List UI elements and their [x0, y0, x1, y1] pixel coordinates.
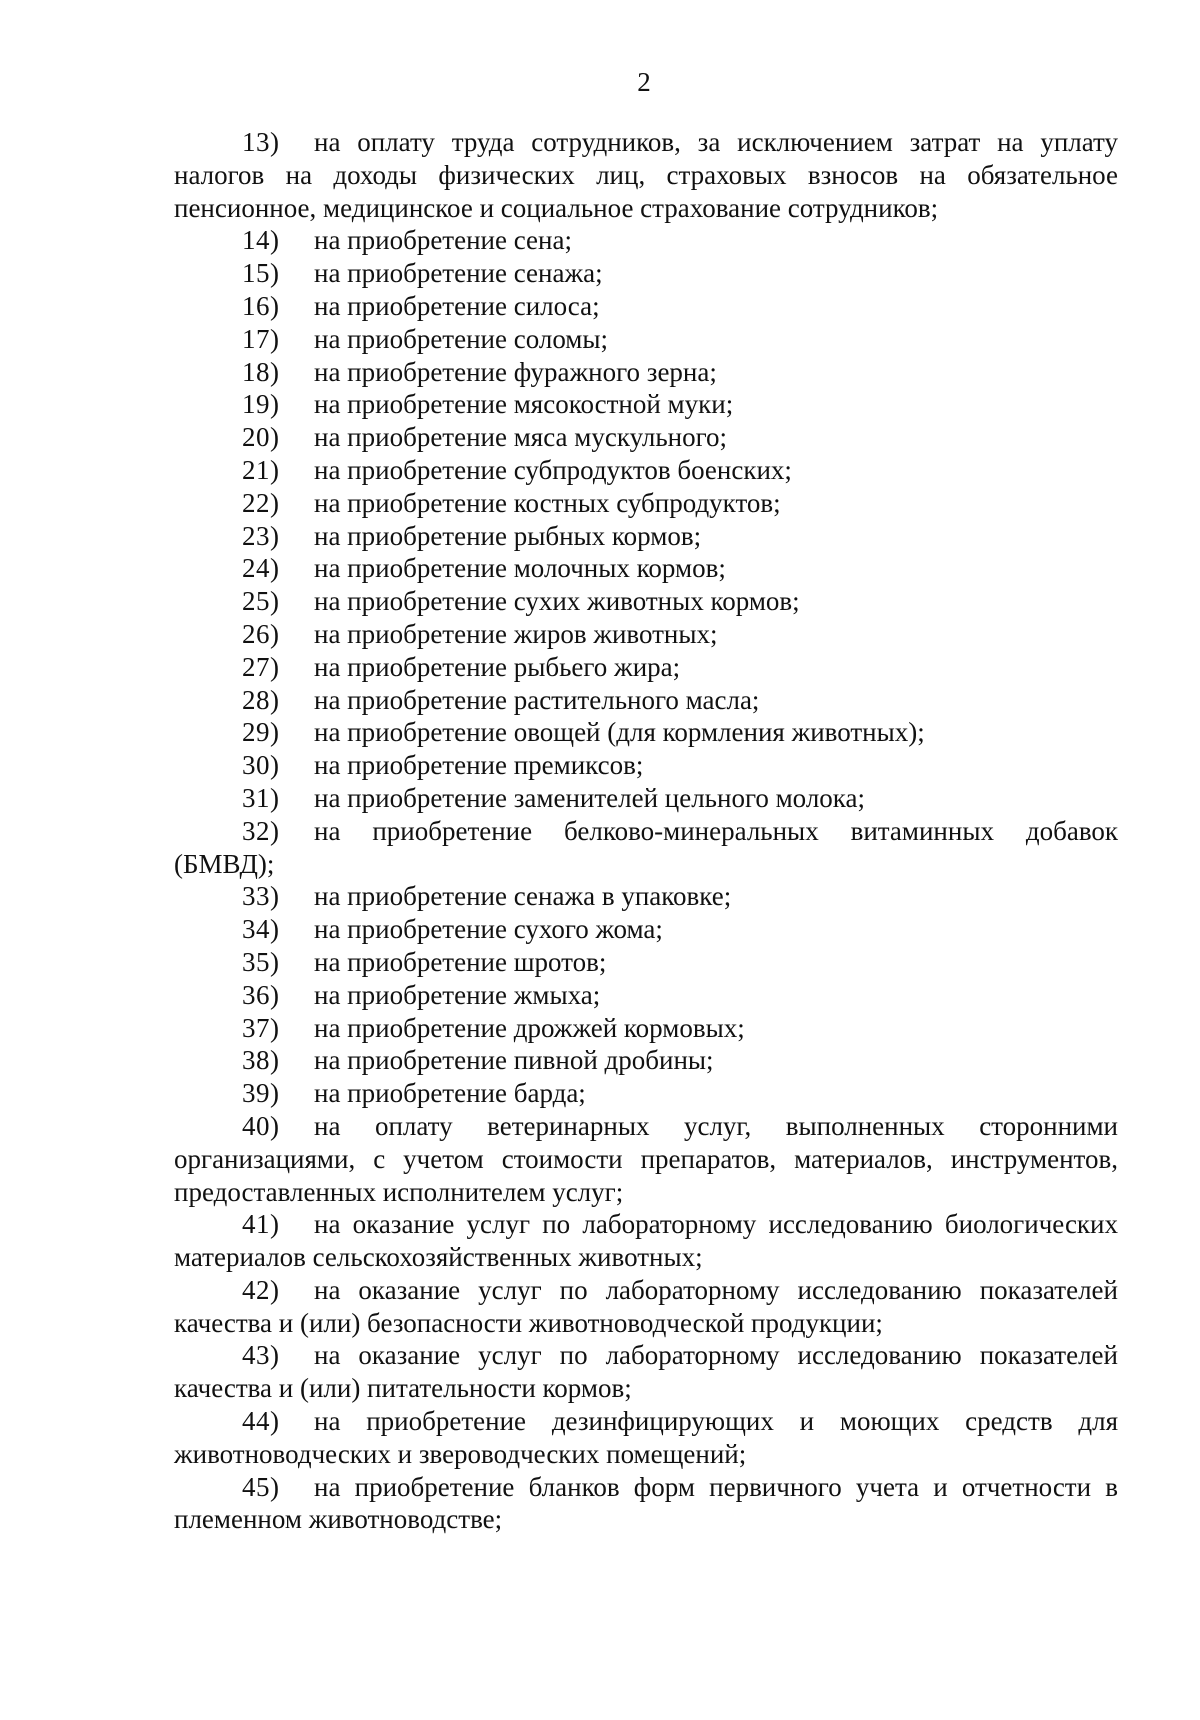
item-number: 25)	[242, 586, 280, 617]
item-text: на приобретение дрожжей кормовых;	[314, 1012, 745, 1043]
item-number: 26)	[242, 618, 280, 649]
item-number: 34)	[242, 914, 280, 945]
item-text: на оплату ветеринарных услуг, выполненных сторонними организациями, с учетом стоимости препаратов, материалов, инструментов, предоставленных исполнителем услуг;	[174, 1110, 1118, 1207]
list-item	[174, 323, 1118, 356]
item-number: 28)	[242, 684, 280, 715]
item-text: на приобретение шротов;	[314, 946, 607, 977]
item-number: 39)	[242, 1078, 280, 1109]
list-item	[174, 454, 1118, 487]
item-text: на приобретение костных субпродуктов;	[314, 487, 781, 518]
item-text: на оплату труда сотрудников, за исключением затрат на уплату налогов на доходы физических лиц, страховых взносов на обязательное пенсионное, медицинское и социальное страхование сотрудников;	[174, 127, 1118, 223]
item-text: на приобретение сена;	[314, 225, 572, 256]
list-item	[174, 618, 1118, 651]
list-item	[174, 290, 1118, 323]
item-number: 17)	[242, 323, 280, 354]
item-text: на приобретение сухих животных кормов;	[314, 586, 800, 617]
item-number: 29)	[242, 717, 280, 748]
item-text: на приобретение фуражного зерна;	[314, 356, 717, 387]
list-item	[174, 1208, 1118, 1274]
list-item	[174, 946, 1118, 979]
list-item	[174, 1012, 1118, 1045]
item-text: на приобретение сенажа;	[314, 258, 603, 289]
page-number: 2	[637, 67, 651, 97]
list-item	[174, 651, 1118, 684]
item-text: на приобретение заменителей цельного молока;	[314, 782, 865, 813]
item-number: 43)	[242, 1340, 280, 1371]
item-text: на приобретение дезинфицирующих и моющих средств для животноводческих и звероводческих помещений;	[174, 1406, 1118, 1469]
item-number: 45)	[242, 1471, 280, 1502]
item-number: 42)	[242, 1274, 280, 1305]
list-item	[174, 552, 1118, 585]
item-text: на приобретение барда;	[314, 1078, 586, 1109]
item-number: 16)	[242, 290, 280, 321]
item-number: 13)	[242, 127, 280, 157]
list-item	[174, 782, 1118, 815]
item-number: 20)	[242, 422, 280, 453]
list-item	[174, 356, 1118, 389]
item-number: 24)	[242, 553, 280, 584]
item-text: на приобретение растительного масла;	[314, 684, 760, 715]
item-number: 40)	[242, 1110, 280, 1141]
list-item	[174, 913, 1118, 946]
list-item	[174, 388, 1118, 421]
item-text: на приобретение жмыха;	[314, 979, 601, 1010]
item-number: 18)	[242, 356, 280, 387]
item-number: 14)	[242, 225, 280, 256]
item-text: на приобретение силоса;	[314, 290, 600, 321]
item-number: 21)	[242, 454, 280, 485]
item-text: на оказание услуг по лабораторному исследованию показателей качества и (или) питательности кормов;	[174, 1340, 1118, 1404]
item-text: на приобретение рыбьего жира;	[314, 651, 681, 682]
list-item	[174, 880, 1118, 913]
list-item	[174, 224, 1118, 257]
item-text: на приобретение субпродуктов боенских;	[314, 454, 792, 485]
list-item	[174, 520, 1118, 553]
item-text: на приобретение белково-минеральных витаминных добавок (БМВД);	[174, 815, 1118, 879]
item-text: на приобретение сенажа в упаковке;	[314, 881, 732, 912]
item-text: на приобретение молочных кормов;	[314, 553, 726, 584]
item-text: на оказание услуг по лабораторному исследованию биологических материалов сельскохозяйственных животных;	[174, 1209, 1118, 1273]
item-number: 35)	[242, 946, 280, 977]
item-number: 41)	[242, 1209, 280, 1240]
item-text: на приобретение жиров животных;	[314, 618, 718, 649]
item-number: 30)	[242, 750, 280, 781]
list-item	[174, 1077, 1118, 1110]
item-text: на приобретение сухого жома;	[314, 914, 663, 945]
item-text: на приобретение бланков форм первичного учета и отчетности в племенном животноводстве;	[174, 1471, 1118, 1535]
item-number: 22)	[242, 487, 280, 518]
list-item	[174, 421, 1118, 454]
item-number: 44)	[242, 1406, 280, 1437]
item-text: на приобретение мяса мускульного;	[314, 422, 728, 453]
list-item	[174, 1339, 1118, 1405]
item-number: 37)	[242, 1012, 280, 1043]
item-number: 32)	[242, 815, 280, 846]
list-item	[174, 1044, 1118, 1077]
item-text: на оказание услуг по лабораторному исследованию показателей качества и (или) безопасности животноводческой продукции;	[174, 1274, 1118, 1338]
list-item	[174, 749, 1118, 782]
item-number: 31)	[242, 782, 280, 813]
item-number: 19)	[242, 389, 280, 420]
list-item	[174, 126, 1118, 224]
list-item	[174, 487, 1118, 520]
item-number: 27)	[242, 651, 280, 682]
item-text: на приобретение соломы;	[314, 323, 609, 354]
item-text: на приобретение пивной дробины;	[314, 1045, 714, 1076]
item-text: на приобретение премиксов;	[314, 750, 644, 781]
item-text: на приобретение мясокостной муки;	[314, 389, 734, 420]
list-item	[174, 1471, 1118, 1537]
list-item	[174, 684, 1118, 717]
list-item	[174, 815, 1118, 881]
list-item	[174, 716, 1118, 749]
item-number: 38)	[242, 1045, 280, 1076]
list-item	[174, 1110, 1118, 1208]
list-item	[174, 585, 1118, 618]
item-text: на приобретение рыбных кормов;	[314, 520, 702, 551]
item-number: 15)	[242, 258, 280, 289]
list-item	[174, 1274, 1118, 1340]
document-body	[174, 126, 1118, 1536]
list-item	[174, 979, 1118, 1012]
item-text: на приобретение овощей (для кормления животных);	[314, 717, 925, 748]
item-number: 23)	[242, 520, 280, 551]
item-number: 33)	[242, 881, 280, 912]
item-number: 36)	[242, 979, 280, 1010]
list-item	[174, 1405, 1118, 1471]
list-item	[174, 257, 1118, 290]
